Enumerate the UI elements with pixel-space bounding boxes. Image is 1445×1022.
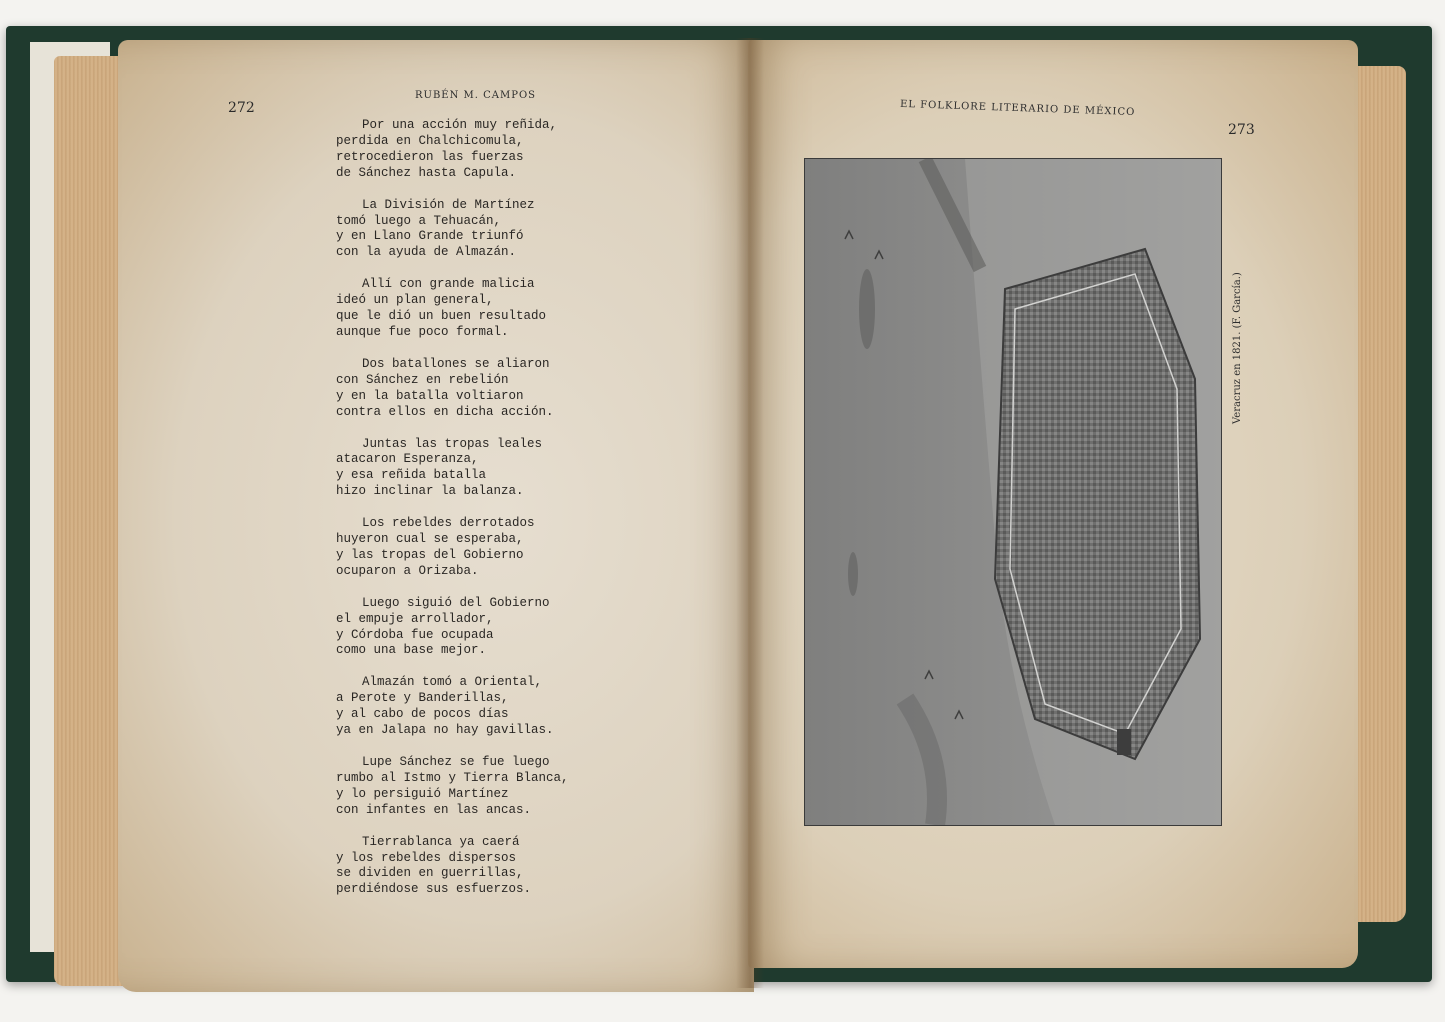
right-page-number: 273: [1228, 122, 1255, 138]
poem-line: y los rebeldes dispersos: [336, 850, 517, 865]
poem-line: ocuparon a Orizaba.: [336, 563, 479, 578]
right-running-head: EL FOLKLORE LITERARIO DE MÉXICO: [899, 98, 1136, 119]
poem-stanza: [336, 516, 596, 580]
poem-line: y las tropas del Gobierno: [336, 547, 524, 562]
poem-line: atacaron Esperanza,: [336, 452, 479, 467]
poem-line: hizo inclinar la balanza.: [336, 484, 524, 499]
poem-stanza: [336, 437, 596, 501]
poem-line: perdida en Chalchicomula,: [336, 133, 524, 148]
poem-line: Por una acción muy reñida,: [362, 118, 558, 132]
poem-stanza: [336, 755, 596, 819]
poem-line: Juntas las tropas leales: [362, 436, 543, 451]
poem-line: con la ayuda de Almazán.: [336, 245, 517, 260]
poem-line: rumbo al Istmo y Tierra Blanca,: [336, 770, 569, 785]
poem-line: y esa reñida batalla: [336, 468, 487, 483]
left-page-number: 272: [228, 100, 255, 116]
poem-stanza: [336, 198, 596, 262]
veracruz-engraving-plate: [804, 158, 1222, 826]
poem-stanza: [336, 596, 596, 660]
poem-line: de Sánchez hasta Capula.: [336, 165, 517, 180]
poem-line: Tierrablanca ya caerá: [362, 834, 520, 849]
poem-line: contra ellos en dicha acción.: [336, 404, 554, 419]
poem-text: [336, 118, 596, 914]
poem-line: Allí con grande malicia: [362, 277, 535, 292]
poem-line: aunque fue poco formal.: [336, 324, 509, 339]
poem-line: retrocedieron las fuerzas: [336, 149, 524, 164]
poem-line: La División de Martínez: [362, 197, 535, 212]
poem-stanza: [336, 277, 596, 341]
poem-stanza: [336, 835, 596, 899]
poem-stanza: [336, 118, 596, 182]
poem-line: y en la batalla voltiaron: [336, 388, 524, 403]
left-running-head: RUBÉN M. CAMPOS: [415, 90, 537, 101]
poem-line: Dos batallones se aliaron: [362, 356, 550, 371]
poem-line: y lo persiguió Martínez: [336, 786, 509, 801]
poem-line: Luego siguió del Gobierno: [362, 595, 550, 610]
poem-stanza: [336, 675, 596, 739]
right-page-edges: [1350, 66, 1406, 922]
poem-line: se dividen en guerrillas,: [336, 866, 524, 881]
poem-line: huyeron cual se esperaba,: [336, 532, 524, 547]
poem-line: Lupe Sánchez se fue luego: [362, 755, 550, 769]
poem-line: tomó luego a Tehuacán,: [336, 213, 502, 228]
poem-line: como una base mejor.: [336, 643, 487, 658]
book-gutter: [736, 38, 764, 988]
poem-line: perdiéndose sus esfuerzos.: [336, 882, 532, 897]
poem-stanza: [336, 357, 596, 421]
poem-line: y al cabo de pocos días: [336, 707, 509, 722]
poem-line: con Sánchez en rebelión: [336, 372, 509, 387]
poem-line: Almazán tomó a Oriental,: [362, 675, 543, 690]
poem-line: Los rebeldes derrotados: [362, 516, 535, 531]
poem-line: que le dió un buen resultado: [336, 309, 547, 324]
poem-line: el empuje arrollador,: [336, 611, 494, 626]
poem-line: y en Llano Grande triunfó: [336, 229, 524, 244]
poem-line: ideó un plan general,: [336, 293, 494, 308]
poem-line: con infantes en las ancas.: [336, 802, 532, 817]
engraving-illustration: [805, 159, 1221, 825]
plate-caption: Veracruz en 1821. (F. García.): [1232, 272, 1243, 424]
poem-line: a Perote y Banderillas,: [336, 691, 509, 706]
poem-line: y Córdoba fue ocupada: [336, 627, 494, 642]
poem-line: ya en Jalapa no hay gavillas.: [336, 723, 554, 738]
